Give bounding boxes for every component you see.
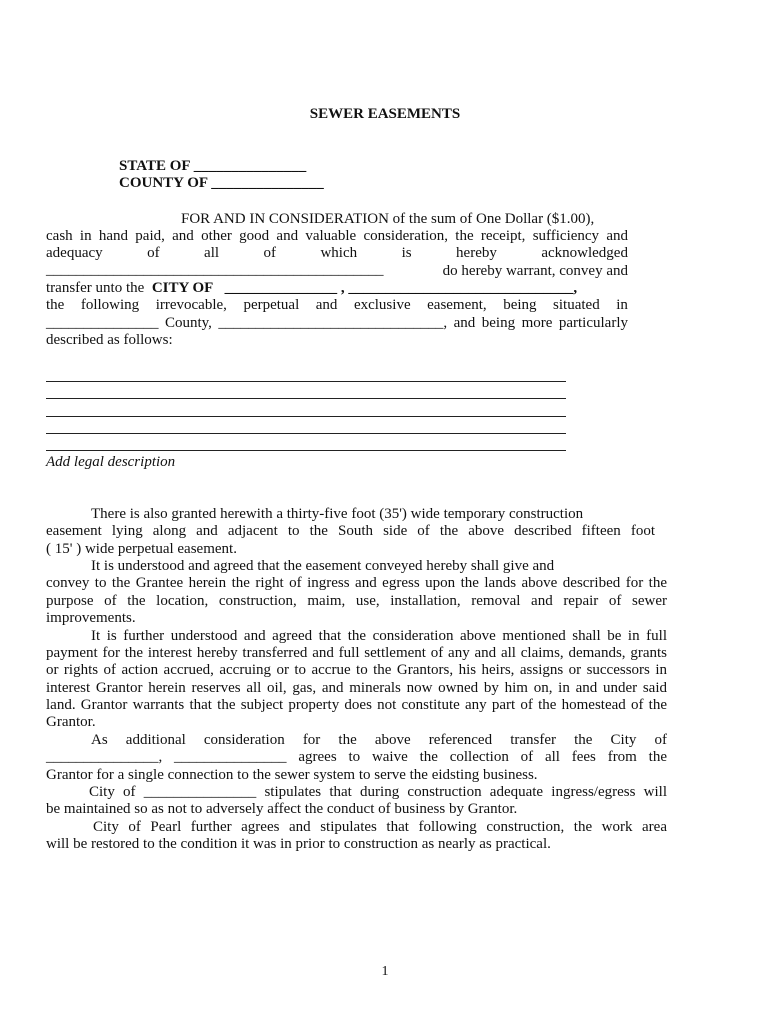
para4-line2: payment for the interest hereby transferred and full settlement of any and all claims, demands, grants [46,645,667,661]
para1-line3: adequacy of all of which is hereby acknowledged [46,245,628,261]
para5-line1: As additional consideration for the above referenced transfer the City of [91,732,667,748]
legal-line-4 [46,433,566,434]
para3-line4: improvements. [46,610,136,626]
para7-line1: City of Pearl further agrees and stipulates that following construction, the work area [93,819,667,835]
para3-line3: purpose of the location, construction, maim, use, installation, removal and repair of sewer [46,593,667,609]
para1-line1: FOR AND IN CONSIDERATION of the sum of One Dollar ($1.00), [181,211,595,227]
para4-line6: Grantor. [46,714,96,730]
para4-line4: interest Grantor herein reserves all oil, gas, and minerals now owned by him on, in and under said [46,680,667,696]
legal-description-label: Add legal description [46,454,176,470]
legal-line-2 [46,398,566,399]
para1-line4-rest: do hereby warrant, convey and [442,263,628,279]
para1-line5: transfer unto the CITY OF _______________ , ______________________________, [46,280,578,296]
para1-line2: cash in hand paid, and other good and valuable consideration, the receipt, sufficiency and [46,228,628,244]
city-of-label: CITY OF [151,280,214,296]
para5-line3: Grantor for a single connection to the sewer system to serve the eidsting business. [46,767,538,783]
legal-line-1 [46,381,566,382]
para6-line2: be maintained so as not to adversely affect the conduct of business by Grantor. [46,801,518,817]
para4-line1: It is further understood and agreed that the consideration above mentioned shall be in full [91,628,667,644]
para2-line2: easement lying along and adjacent to the South side of the above described fifteen foot [46,523,655,539]
legal-line-5 [46,450,566,451]
para1-blank: _____________________________________________ [46,262,384,278]
para3-line2: convey to the Grantee herein the right of ingress and egress upon the lands above described for the [46,575,667,591]
county-line: COUNTY OF _______________ [119,175,324,191]
para2-line1: There is also granted herewith a thirty-five foot (35') wide temporary construction [91,506,584,522]
para1-line7: _______________ County, ______________________________, and being more particularly [46,315,628,331]
para3-line1: It is understood and agreed that the easement conveyed hereby shall give and [91,558,555,574]
legal-line-3 [46,416,566,417]
document-title: SEWER EASEMENTS [309,106,461,122]
state-line: STATE OF _______________ [119,158,307,174]
para1-line6: the following irrevocable, perpetual and exclusive easement, being situated in [46,297,628,313]
para2-line3: ( 15' ) wide perpetual easement. [46,541,237,557]
para5-line2: _______________, _______________ agrees to waive the collection of all fees from the [46,749,667,765]
para1-line8: described as follows: [46,332,173,348]
para7-line2: will be restored to the condition it was in prior to construction as nearly as practical. [46,836,551,852]
para4-line3: or rights of action accrued, accruing or to accrue to the Grantors, his heirs, assigns or successors in [46,662,667,678]
page-number: 1 [381,964,389,979]
para4-line5: land. Grantor warrants that the subject property does not constitute any part of the homestead of the [46,697,667,713]
para6-line1: City of _______________ stipulates that during construction adequate ingress/egress will [89,784,667,800]
